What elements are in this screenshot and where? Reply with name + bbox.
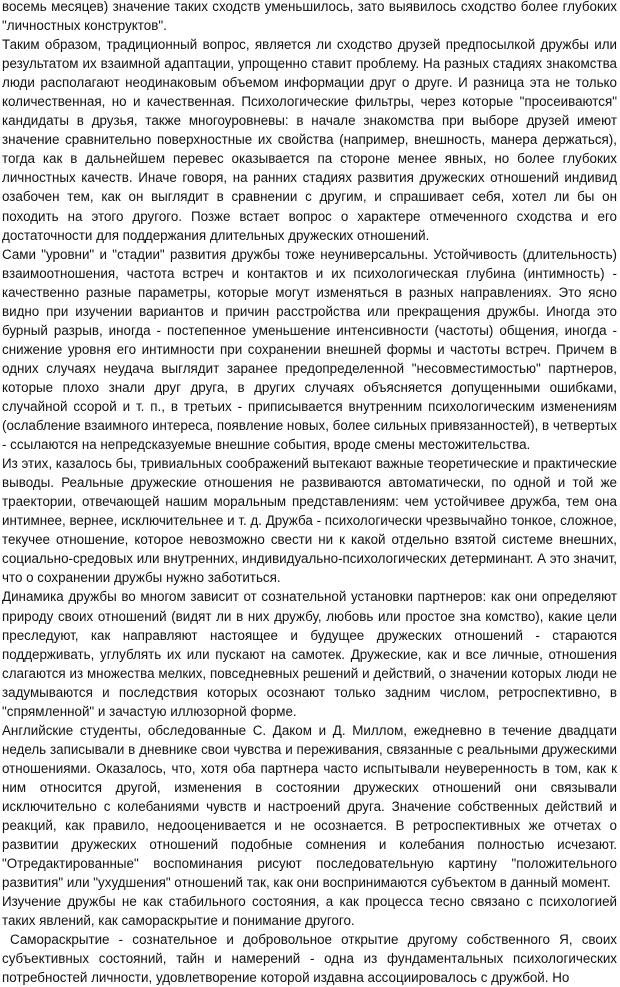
paragraph-3: Сами "уровни" и "стадии" развития дружбы тоже неуниверсальны. Устойчивость (длительность) взаимоотношения, частота встреч и контактов и их психологическая глубина (интимность) - качественно разные параметры, которые могут изменяться в разных направлениях. Это ясно видно при изучении вариантов и причин расстройства или прекращения дружбы. Иногда это бурный разрыв, иногда - постепенное уменьшение интенсивности (частоты) общения, иногда - снижение уровня его интимности при сохранении внешней формы и частоты встреч. Причем в одних случаях неудача выглядит заранее предопределенной "несовместимостью" партнеров, которые плохо знали друг друга, в других случаях объясняется допущенными ошибками, случайной ссорой и т. п., в третьих - приписывается внутренним психологическим изменениям (ослабление взаимного интереса, появление новых, более сильных привязанностей), в четвертых - ссылаются на непредсказуемые внешние события, вроде смены местожительства.: [2, 246, 617, 453]
paragraph-1: восемь месяцев) значение таких сходств уменьшилось, зато выявилось сходство более глубоких "личностных конструктов".: [2, 0, 617, 34]
paragraph-5: Динамика дружбы во многом зависит от сознательной установки партнеров: как они определяют природу своих отношений (видят ли в них дружбу, любовь или простое зна комство), какие цели преследуют, как направляют настоящее и будущее дружеских отношений - стараются поддерживать, углублять их или пускают на самотек. Дружеские, как и все личные, отношения слагаются из множества мелких, повседневных решений и действий, о значении которых люди не задумываются и последствия которых осознают только задним числом, ретроспективно, в "спрямленной" и зачастую иллюзорной форме.: [2, 589, 617, 719]
document-page: [2, 0, 617, 987]
paragraph-4: Из этих, казалось бы, тривиальных соображений вытекают важные теоретические и практические выводы. Реальные дружеские отношения не развиваются автоматически, по одной и той же траектории, отвечающей нашим моральным представлениям: чем устойчивее дружба, тем она интимнее, вернее, исключительнее и т. д. Дружба - психологически чрезвычайно тонкое, сложное, текучее отношение, которое невозможно свести ни к какой отдельно взятой системе внешних, социально-средовых или внутренних, индивидуально-психологических детерминант. А это значит, что о сохранении дружбы нужно заботиться.: [2, 456, 617, 586]
paragraph-2: Таким образом, традиционный вопрос, является ли сходство друзей предпосылкой дружбы или результатом их взаимной адаптации, упрощенно ставит проблему. На разных стадиях знакомства люди располагают неодинаковым объемом информации друг о друге. И разница эта не только количественная, но и качественная. Психологические фильтры, через которые "просеиваются" кандидаты в друзья, также многоуровневы: в начале знакомства при выборе друзей имеют значение сравнительно поверхностные их свойства (например, внешность, манера держаться), тогда как в дальнейшем перевес оказывается па стороне менее явных, но более глубоких личностных качеств. Иначе говоря, на ранних стадиях развития дружеских отношений индивид озабочен тем, как он выглядит в сравнении с другим, и спрашивает себя, хотел ли бы он походить на этого другого. Позже встает вопрос о характере отмеченного сходства и его достаточности для поддержания длительных дружеских отношений.: [2, 37, 617, 243]
paragraph-7: Изучение дружбы не как стабильного состояния, а как процесса тесно связано с психологией таких явлений, как самораскрытие и понимание другого.: [2, 894, 617, 929]
paragraph-6: Английские студенты, обследованные С. Даком и Д. Миллом, ежедневно в течение двадцати недель записывали в дневнике свои чувства и переживания, связанные с реальными дружескими отношениями. Оказалось, что, хотя оба партнера часто испытывали неуверенность в том, как к ним относится другой, изменения в состоянии дружеских отношений они связывали исключительно с колебаниями чувств и настроений друга. Значение собственных действий и реакций, как правило, недооценивается и не осознается. В ретроспективных же отчетах о развитии дружеских отношений подобные сомнения и колебания полностью исчезают. "Отредактированные" воспоминания рисуют последовательную картину "положительного развития" или "ухудшения" отношений так, как они воспринимаются субъектом в данный момент.: [2, 722, 617, 891]
paragraph-8: Самораскрытие - сознательное и добровольное открытие другому собственного Я, своих субъективных состояний, тайн и намерений - одна из фундаментальных психологических потребностей личности, удовлетворение которой издавна ассоциировалось с дружбой. Но: [2, 932, 617, 986]
